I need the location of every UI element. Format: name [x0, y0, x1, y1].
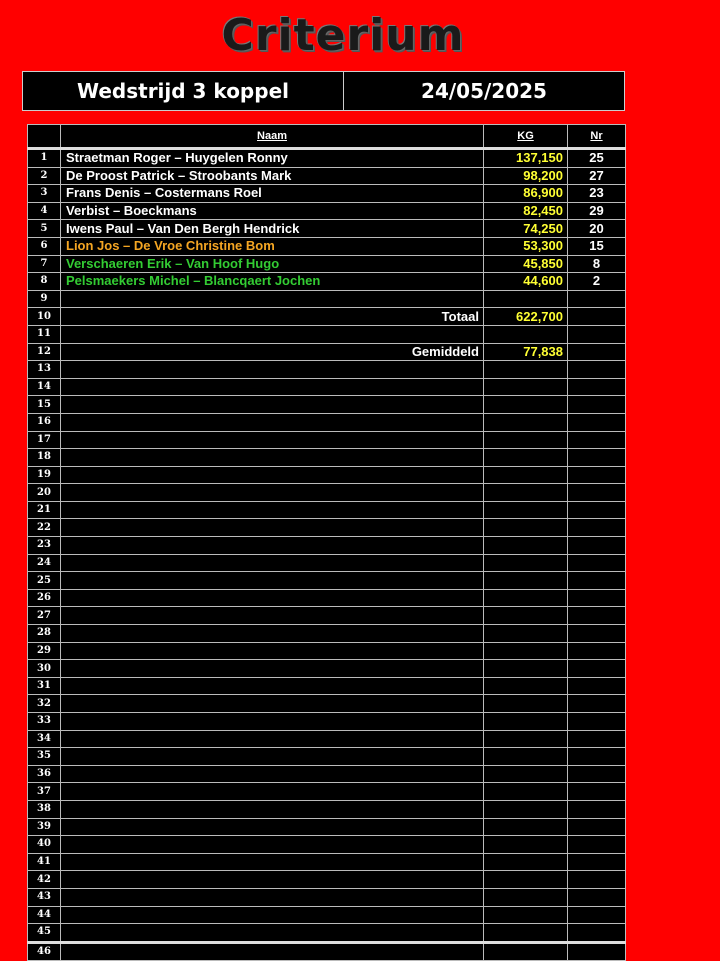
empty-cell — [568, 906, 626, 924]
table-row — [28, 713, 626, 731]
row-number: 4 — [28, 202, 61, 220]
empty-cell — [61, 783, 484, 801]
total-value: 622,700 — [484, 308, 568, 326]
empty-cell — [568, 888, 626, 906]
empty-cell — [568, 942, 626, 961]
page-title: Criterium — [221, 10, 465, 61]
empty-cell — [568, 413, 626, 431]
table-row — [28, 800, 626, 818]
row-number: 46 — [28, 942, 61, 961]
entry-nr: 15 — [568, 237, 626, 255]
entry-name: Verschaeren Erik – Van Hoof Hugo — [61, 255, 484, 273]
empty-cell — [568, 361, 626, 379]
empty-cell — [61, 396, 484, 414]
col-header-nr: Nr — [568, 125, 626, 149]
row-number: 33 — [28, 713, 61, 731]
row-number: 38 — [28, 800, 61, 818]
table-row — [28, 853, 626, 871]
empty-cell — [568, 537, 626, 555]
row-number: 12 — [28, 343, 61, 361]
table-row — [28, 924, 626, 943]
empty-cell — [484, 431, 568, 449]
table-row — [28, 167, 626, 185]
empty-cell — [484, 924, 568, 943]
empty-cell — [61, 695, 484, 713]
entry-nr: 2 — [568, 273, 626, 291]
header-box — [22, 71, 625, 111]
table-row — [28, 537, 626, 555]
empty-cell — [61, 836, 484, 854]
entry-nr: 8 — [568, 255, 626, 273]
empty-cell — [568, 554, 626, 572]
entry-kg: 74,250 — [484, 220, 568, 238]
empty-cell — [568, 818, 626, 836]
table-row — [28, 730, 626, 748]
empty-cell — [484, 484, 568, 502]
row-number: 39 — [28, 818, 61, 836]
empty-cell — [484, 783, 568, 801]
empty-cell — [61, 466, 484, 484]
empty-cell — [568, 607, 626, 625]
table-row — [28, 836, 626, 854]
row-number: 7 — [28, 255, 61, 273]
row-number: 32 — [28, 695, 61, 713]
empty-cell — [484, 361, 568, 379]
row-number: 3 — [28, 185, 61, 203]
empty-cell — [568, 677, 626, 695]
table-row — [28, 589, 626, 607]
empty-cell — [568, 308, 626, 326]
table-row — [28, 308, 626, 326]
row-number: 14 — [28, 378, 61, 396]
empty-cell — [484, 519, 568, 537]
empty-cell — [61, 484, 484, 502]
row-number: 23 — [28, 537, 61, 555]
empty-cell — [61, 554, 484, 572]
empty-cell — [568, 484, 626, 502]
empty-cell — [568, 290, 626, 308]
empty-cell — [484, 695, 568, 713]
empty-cell — [484, 537, 568, 555]
empty-cell — [61, 449, 484, 467]
empty-cell — [61, 431, 484, 449]
row-number: 34 — [28, 730, 61, 748]
empty-cell — [568, 396, 626, 414]
table-row — [28, 185, 626, 203]
empty-cell — [484, 906, 568, 924]
empty-cell — [61, 642, 484, 660]
empty-cell — [61, 660, 484, 678]
table-row — [28, 677, 626, 695]
row-number: 19 — [28, 466, 61, 484]
row-number: 29 — [28, 642, 61, 660]
empty-cell — [484, 730, 568, 748]
entry-nr: 25 — [568, 149, 626, 168]
empty-cell — [568, 800, 626, 818]
entry-name: Iwens Paul – Van Den Bergh Hendrick — [61, 220, 484, 238]
row-number: 36 — [28, 765, 61, 783]
empty-cell — [568, 660, 626, 678]
empty-cell — [568, 325, 626, 343]
table-row — [28, 748, 626, 766]
table-row — [28, 431, 626, 449]
empty-cell — [568, 572, 626, 590]
empty-cell — [484, 607, 568, 625]
entry-name: Pelsmaekers Michel – Blancqaert Jochen — [61, 273, 484, 291]
col-header-rank — [28, 125, 61, 149]
entry-nr: 20 — [568, 220, 626, 238]
row-number: 21 — [28, 501, 61, 519]
row-number: 25 — [28, 572, 61, 590]
empty-cell — [568, 343, 626, 361]
empty-cell — [484, 677, 568, 695]
empty-cell — [61, 713, 484, 731]
row-number: 28 — [28, 625, 61, 643]
row-number: 15 — [28, 396, 61, 414]
empty-cell — [568, 924, 626, 943]
table-row — [28, 361, 626, 379]
empty-cell — [61, 942, 484, 961]
table-header-row — [28, 125, 626, 149]
empty-cell — [568, 765, 626, 783]
empty-cell — [484, 660, 568, 678]
row-number: 2 — [28, 167, 61, 185]
empty-cell — [484, 572, 568, 590]
table-row — [28, 519, 626, 537]
table-row — [28, 220, 626, 238]
entry-name: Straetman Roger – Huygelen Ronny — [61, 149, 484, 168]
table-row — [28, 554, 626, 572]
entry-kg: 53,300 — [484, 237, 568, 255]
empty-cell — [568, 449, 626, 467]
empty-cell — [61, 290, 484, 308]
entry-kg: 98,200 — [484, 167, 568, 185]
empty-cell — [568, 431, 626, 449]
row-number: 27 — [28, 607, 61, 625]
empty-cell — [61, 748, 484, 766]
empty-cell — [484, 325, 568, 343]
row-number: 9 — [28, 290, 61, 308]
empty-cell — [61, 625, 484, 643]
empty-cell — [568, 748, 626, 766]
table-row — [28, 255, 626, 273]
empty-cell — [484, 378, 568, 396]
row-number: 10 — [28, 308, 61, 326]
empty-cell — [484, 589, 568, 607]
table-row — [28, 607, 626, 625]
row-number: 24 — [28, 554, 61, 572]
empty-cell — [484, 748, 568, 766]
empty-cell — [484, 836, 568, 854]
row-number: 20 — [28, 484, 61, 502]
empty-cell — [484, 449, 568, 467]
empty-cell — [61, 765, 484, 783]
empty-cell — [484, 800, 568, 818]
row-number: 31 — [28, 677, 61, 695]
row-number: 17 — [28, 431, 61, 449]
row-number: 41 — [28, 853, 61, 871]
table-row — [28, 765, 626, 783]
entry-kg: 82,450 — [484, 202, 568, 220]
empty-cell — [484, 942, 568, 961]
results-table — [27, 124, 625, 961]
empty-cell — [484, 642, 568, 660]
table-row — [28, 572, 626, 590]
empty-cell — [568, 589, 626, 607]
entry-nr: 23 — [568, 185, 626, 203]
table-row — [28, 642, 626, 660]
row-number: 18 — [28, 449, 61, 467]
table-row — [28, 290, 626, 308]
row-number: 40 — [28, 836, 61, 854]
row-number: 22 — [28, 519, 61, 537]
empty-cell — [568, 713, 626, 731]
empty-cell — [568, 730, 626, 748]
empty-cell — [568, 378, 626, 396]
empty-cell — [61, 818, 484, 836]
table-row — [28, 906, 626, 924]
empty-cell — [568, 625, 626, 643]
empty-cell — [484, 765, 568, 783]
average-value: 77,838 — [484, 343, 568, 361]
row-number: 30 — [28, 660, 61, 678]
row-number: 26 — [28, 589, 61, 607]
empty-cell — [61, 853, 484, 871]
empty-cell — [61, 906, 484, 924]
table-row — [28, 449, 626, 467]
table-row — [28, 343, 626, 361]
empty-cell — [61, 589, 484, 607]
empty-cell — [61, 519, 484, 537]
row-number: 11 — [28, 325, 61, 343]
empty-cell — [61, 924, 484, 943]
table-row — [28, 149, 626, 168]
table-row — [28, 695, 626, 713]
empty-cell — [568, 836, 626, 854]
empty-cell — [61, 800, 484, 818]
table-row — [28, 396, 626, 414]
row-number: 8 — [28, 273, 61, 291]
empty-cell — [61, 888, 484, 906]
col-header-kg: KG — [484, 125, 568, 149]
empty-cell — [484, 871, 568, 889]
row-number: 16 — [28, 413, 61, 431]
row-number: 44 — [28, 906, 61, 924]
competition-date: 24/05/2025 — [421, 79, 547, 103]
empty-cell — [484, 290, 568, 308]
empty-cell — [61, 677, 484, 695]
entry-nr: 29 — [568, 202, 626, 220]
empty-cell — [568, 695, 626, 713]
entry-name: Lion Jos – De Vroe Christine Bom — [61, 237, 484, 255]
row-number: 6 — [28, 237, 61, 255]
row-number: 35 — [28, 748, 61, 766]
table-row — [28, 871, 626, 889]
row-number: 43 — [28, 888, 61, 906]
table-row — [28, 466, 626, 484]
empty-cell — [61, 537, 484, 555]
table-row — [28, 660, 626, 678]
empty-cell — [61, 501, 484, 519]
table-row — [28, 484, 626, 502]
table-row — [28, 273, 626, 291]
competition-name: Wedstrijd 3 koppel — [23, 72, 344, 110]
empty-cell — [568, 501, 626, 519]
empty-cell — [61, 572, 484, 590]
empty-cell — [61, 871, 484, 889]
empty-cell — [568, 519, 626, 537]
row-number: 42 — [28, 871, 61, 889]
table-row — [28, 413, 626, 431]
table-row — [28, 818, 626, 836]
entry-kg: 86,900 — [484, 185, 568, 203]
table-row — [28, 625, 626, 643]
row-number: 5 — [28, 220, 61, 238]
entry-name: De Proost Patrick – Stroobants Mark — [61, 167, 484, 185]
empty-cell — [484, 713, 568, 731]
empty-cell — [61, 361, 484, 379]
empty-cell — [484, 853, 568, 871]
empty-cell — [568, 853, 626, 871]
empty-cell — [484, 625, 568, 643]
entry-kg: 45,850 — [484, 255, 568, 273]
average-label: Gemiddeld — [61, 343, 484, 361]
empty-cell — [484, 413, 568, 431]
empty-cell — [568, 871, 626, 889]
empty-cell — [61, 378, 484, 396]
entry-kg: 137,150 — [484, 149, 568, 168]
row-number: 13 — [28, 361, 61, 379]
empty-cell — [484, 888, 568, 906]
row-number: 1 — [28, 149, 61, 168]
col-header-name: Naam — [61, 125, 484, 149]
empty-cell — [568, 642, 626, 660]
table-row — [28, 237, 626, 255]
entry-name: Frans Denis – Costermans Roel — [61, 185, 484, 203]
row-number: 45 — [28, 924, 61, 943]
empty-cell — [61, 607, 484, 625]
table-row — [28, 378, 626, 396]
table-row — [28, 202, 626, 220]
empty-cell — [484, 396, 568, 414]
entry-kg: 44,600 — [484, 273, 568, 291]
table-row — [28, 501, 626, 519]
table-row — [28, 942, 626, 961]
empty-cell — [484, 501, 568, 519]
total-label: Totaal — [61, 308, 484, 326]
empty-cell — [568, 466, 626, 484]
empty-cell — [61, 325, 484, 343]
table-row — [28, 888, 626, 906]
empty-cell — [484, 466, 568, 484]
empty-cell — [61, 730, 484, 748]
empty-cell — [484, 818, 568, 836]
entry-nr: 27 — [568, 167, 626, 185]
entry-name: Verbist – Boeckmans — [61, 202, 484, 220]
row-number: 37 — [28, 783, 61, 801]
empty-cell — [484, 554, 568, 572]
table-row — [28, 325, 626, 343]
empty-cell — [61, 413, 484, 431]
table-row — [28, 783, 626, 801]
empty-cell — [568, 783, 626, 801]
